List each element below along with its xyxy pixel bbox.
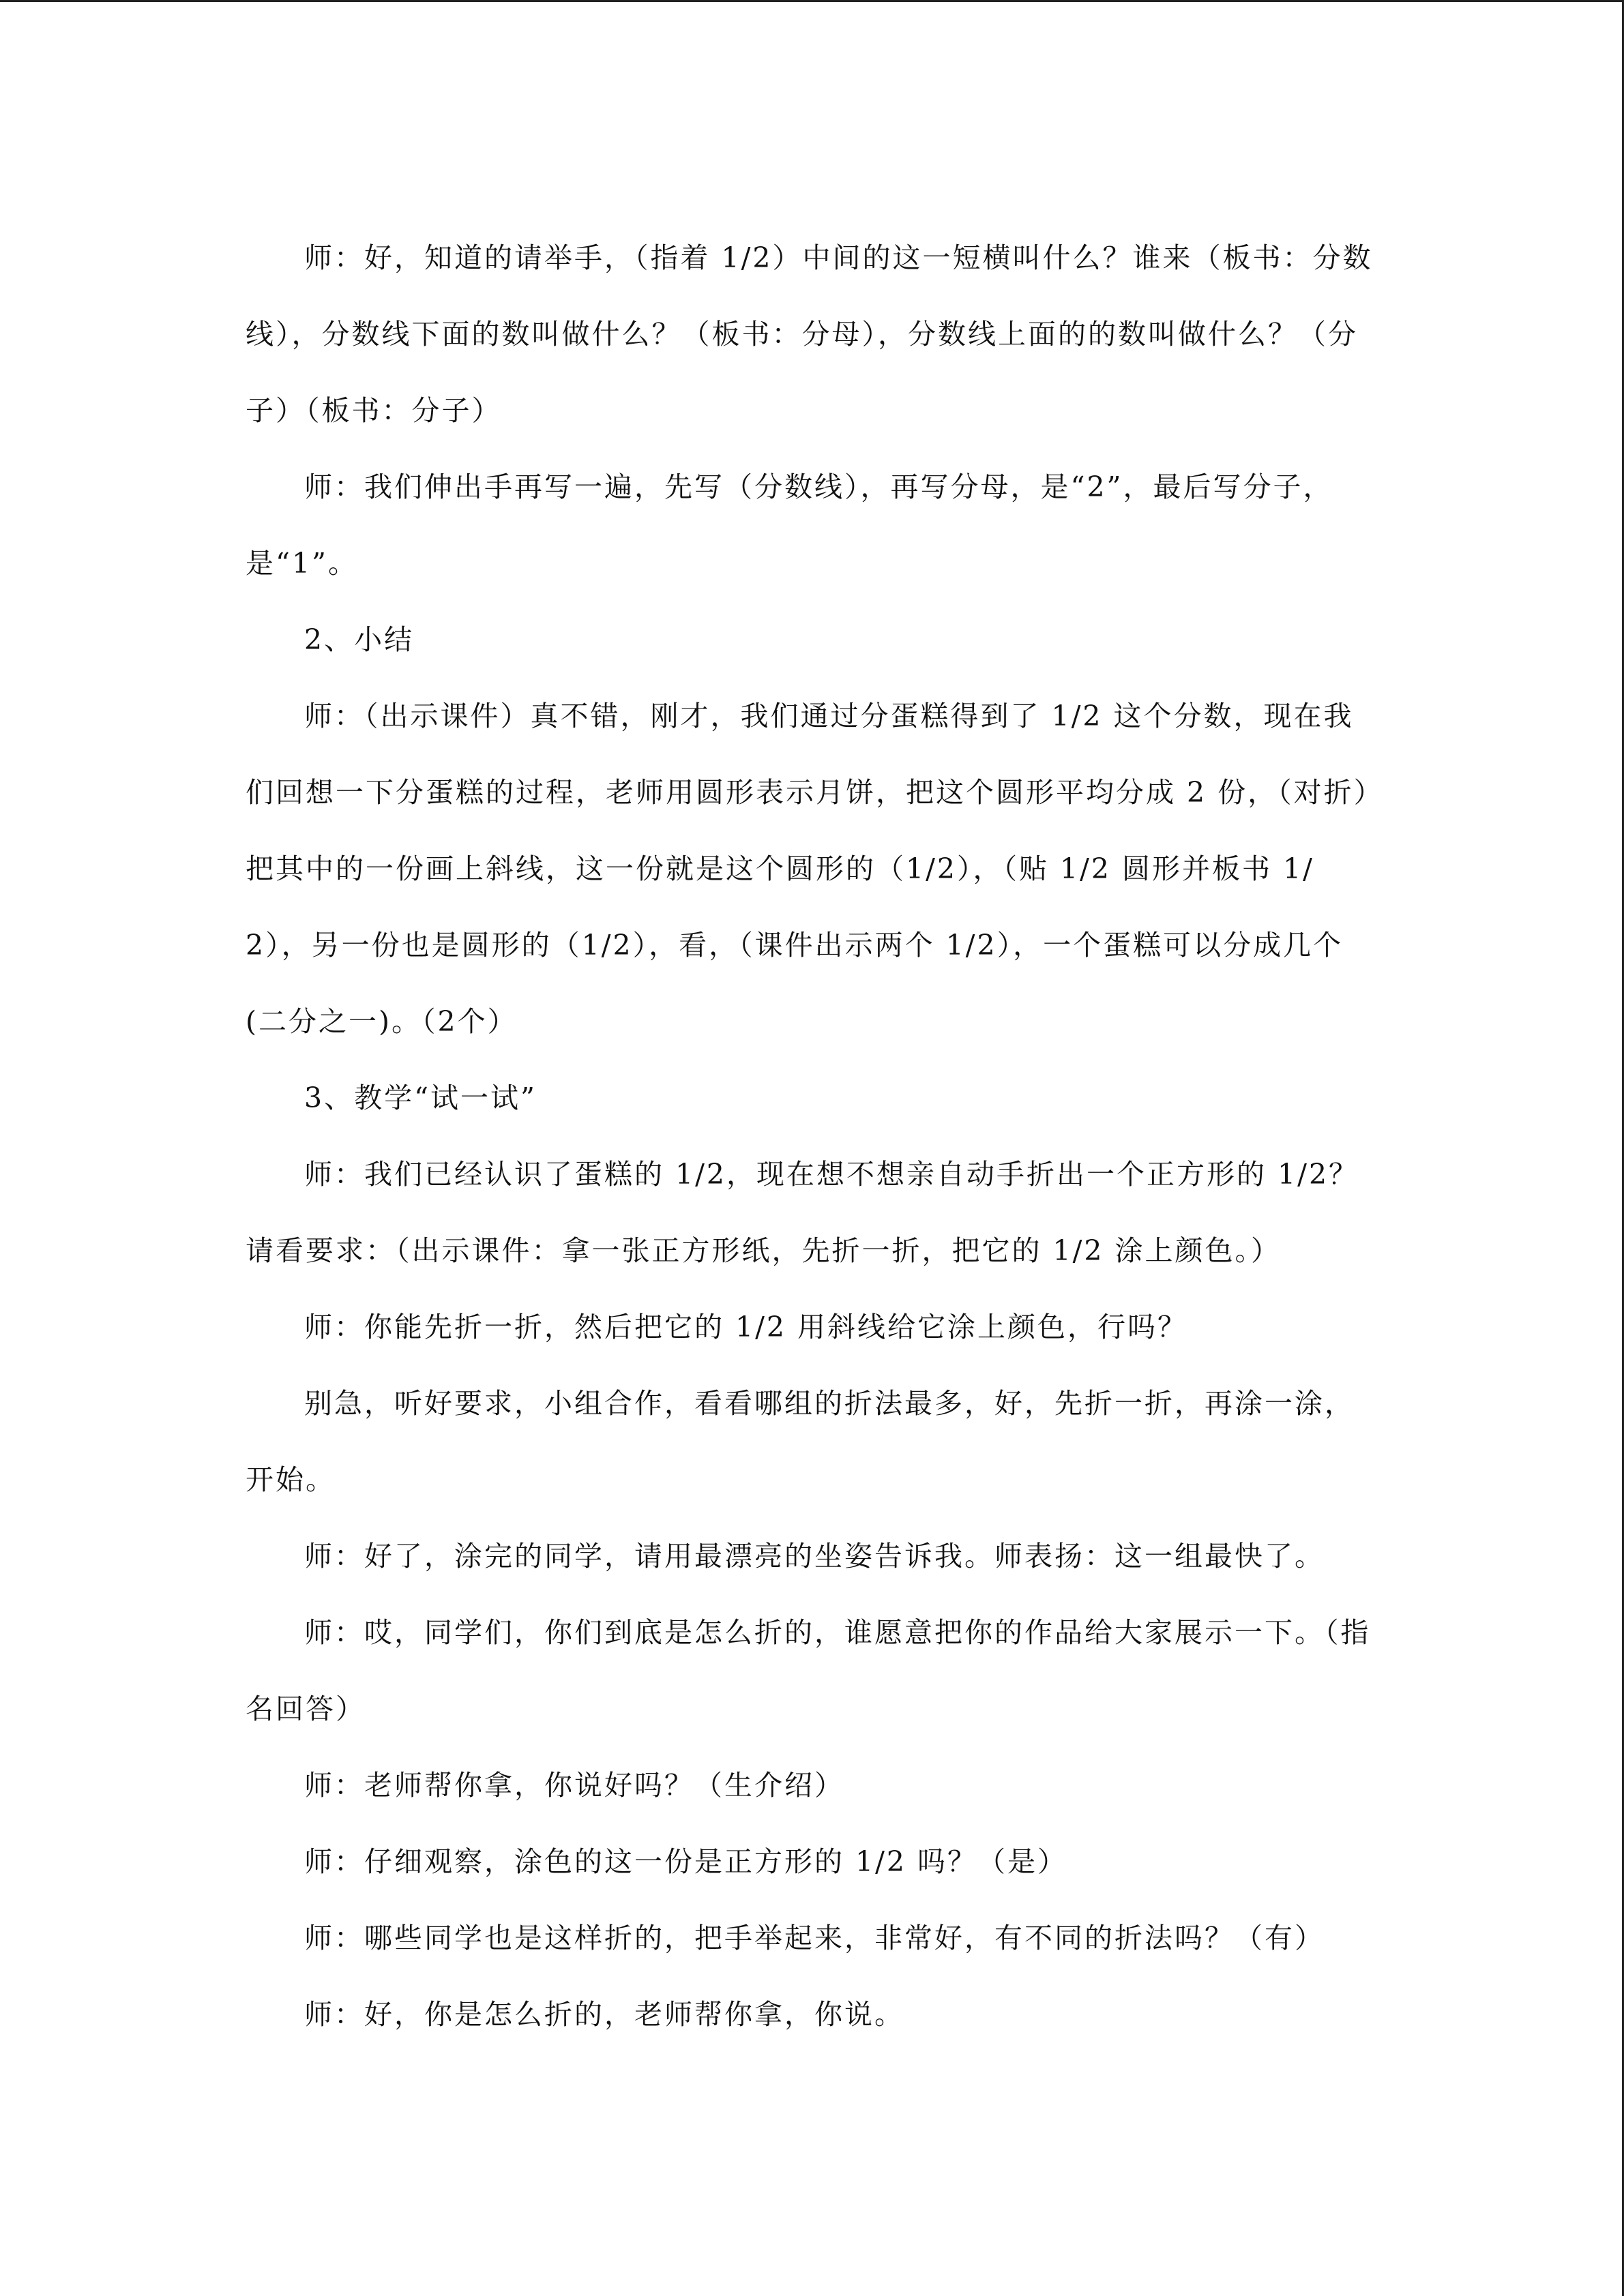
- paragraph-fold-and-color: 师：你能先折一折，然后把它的 1/2 用斜线给它涂上颜色，行吗？: [304, 1311, 1188, 1343]
- paragraph-finished: 师：好了，涂完的同学，请用最漂亮的坐姿告诉我。师表扬：这一组最快了。: [304, 1540, 1325, 1572]
- paragraph-summary: 师：（出示课件）真不错，刚才，我们通过分蛋糕得到了 1/2 这个分数，现在我们回想一下分蛋糕的过程，老师用圆形表示月饼，把这个圆形平均分成 2 份，（对折）把其中的一份画上斜线，这一份就是这个圆形的（1/2），（贴 1/2 圆形并板书 1/2），另一份也是圆形的（1/2），看，（课件出示两个 1/2），一个蛋糕可以分成几个(二分之一)。（2个）: [246, 700, 1370, 1038]
- section-heading-try: 3、教学“试一试”: [304, 1082, 537, 1114]
- paragraph-other-folds: 师：哪些同学也是这样折的，把手举起来，非常好，有不同的折法吗？（有）: [304, 1922, 1325, 1954]
- page-top-border: [0, 0, 1624, 2]
- paragraph-fraction-line: 师：好，知道的请举手，（指着 1/2）中间的这一短横叫什么？谁来（板书：分数线），分数线下面的数叫做什么？（板书：分母），分数线上面的的数叫做什么？（分子）（板书：分子）: [246, 241, 1373, 427]
- paragraph-group-work: 别急，听好要求，小组合作，看看哪组的折法最多，好，先折一折，再涂一涂，开始。: [246, 1387, 1355, 1496]
- paragraph-student-intro: 师：老师帮你拿，你说好吗？（生介绍）: [304, 1769, 844, 1802]
- paragraph-square-fold: 师：我们已经认识了蛋糕的 1/2，现在想不想亲自动手折出一个正方形的 1/2？请看要求：（出示课件：拿一张正方形纸，先折一折，把它的 1/2 涂上颜色。）: [246, 1158, 1359, 1267]
- paragraph-how-fold: 师：好，你是怎么折的，老师帮你拿，你说。: [304, 1998, 904, 2031]
- paragraph-write-again: 师：我们伸出手再写一遍，先写（分数线），再写分母，是“2”，最后写分子，是“1”。: [246, 471, 1333, 580]
- paragraph-show-work: 师：哎，同学们，你们到底是怎么折的，谁愿意把你的作品给大家展示一下。（指名回答）: [246, 1616, 1371, 1725]
- section-heading-summary: 2、小结: [304, 623, 415, 656]
- paragraph-observe: 师：仔细观察，涂色的这一份是正方形的 1/2 吗？（是）: [304, 1845, 1068, 1878]
- document-body: [246, 220, 1378, 2053]
